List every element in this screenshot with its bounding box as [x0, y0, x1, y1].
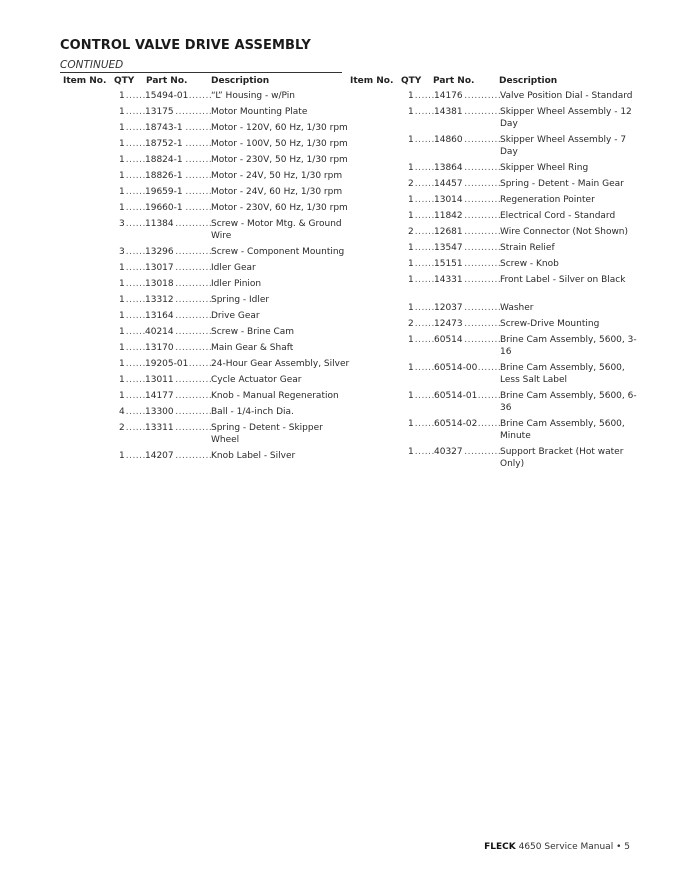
- table-row: [61, 262, 351, 274]
- page-footer: [484, 842, 630, 852]
- description: Ball - 1/4-inch Dia.: [211, 407, 294, 417]
- table-row: [61, 310, 351, 322]
- quantity-cell: [119, 106, 145, 118]
- part-number-cell: [145, 326, 211, 338]
- description: “L” Housing - w/Pin: [211, 91, 295, 101]
- quantity: 1: [119, 343, 125, 353]
- part-number-cell: [434, 274, 500, 286]
- part-number: 13547: [434, 243, 463, 253]
- part-number: 13014: [434, 195, 463, 205]
- quantity-cell: [119, 202, 145, 214]
- part-number: 14176: [434, 91, 463, 101]
- table-row: [350, 302, 640, 314]
- part-number: 18824-1: [145, 155, 183, 165]
- description: Valve Position Dial - Standard: [500, 91, 633, 101]
- table-row: [350, 318, 640, 330]
- quantity: 1: [408, 91, 414, 101]
- table-body-left: [61, 90, 351, 462]
- description: Front Label - Silver on Black: [500, 275, 626, 285]
- quantity: 1: [408, 163, 414, 173]
- description: Knob - Manual Regeneration: [211, 391, 339, 401]
- quantity: 3: [119, 219, 125, 229]
- header-item-no: Item No.: [350, 76, 394, 86]
- table-row: [350, 362, 640, 386]
- table-row: [61, 278, 351, 290]
- quantity: 1: [408, 211, 414, 221]
- description: Knob Label - Silver: [211, 451, 296, 461]
- quantity-cell: [408, 242, 434, 254]
- part-number-cell: [145, 262, 211, 274]
- description: Screw-Drive Mounting: [500, 319, 600, 329]
- description: Strain Relief: [500, 243, 555, 253]
- part-number-cell: [145, 406, 211, 418]
- part-number: 13300: [145, 407, 174, 417]
- table-row: [350, 390, 640, 414]
- part-number-cell: [145, 278, 211, 290]
- part-number-cell: [145, 138, 211, 150]
- header-description: Description: [211, 76, 270, 86]
- quantity-cell: [119, 390, 145, 402]
- quantity-cell: [408, 162, 434, 174]
- part-number: 11384: [145, 219, 174, 229]
- quantity-cell: [408, 106, 434, 118]
- table-row: [61, 218, 351, 242]
- table-row: [61, 202, 351, 214]
- header-part-no: Part No.: [433, 76, 475, 86]
- quantity-cell: [408, 390, 434, 402]
- quantity: 1: [119, 171, 125, 181]
- quantity-cell: [408, 178, 434, 190]
- quantity: 2: [408, 227, 414, 237]
- page-title: CONTROL VALVE DRIVE ASSEMBLY: [60, 38, 311, 53]
- part-number-cell: [434, 194, 500, 206]
- description: Skipper Wheel Assembly - 7 Day: [500, 135, 627, 157]
- description: Main Gear & Shaft: [211, 343, 294, 353]
- description: Screw - Motor Mtg. & Ground Wire: [211, 219, 342, 241]
- table-row: [61, 342, 351, 354]
- part-number-cell: [145, 122, 211, 134]
- quantity-cell: [119, 422, 145, 434]
- part-number: 13175: [145, 107, 174, 117]
- part-number: 40214: [145, 327, 174, 337]
- part-number: 12037: [434, 303, 463, 313]
- part-number-cell: [145, 294, 211, 306]
- description: Electrical Cord - Standard: [500, 211, 616, 221]
- header-part-no: Part No.: [146, 76, 188, 86]
- quantity-cell: [119, 262, 145, 274]
- quantity-cell: [119, 246, 145, 258]
- description: Drive Gear: [211, 311, 260, 321]
- part-number-cell: [145, 342, 211, 354]
- part-number: 60514-02: [434, 419, 478, 429]
- footer-brand: FLECK: [484, 842, 516, 852]
- description: Motor - 230V, 50 Hz, 1/30 rpm: [211, 155, 348, 165]
- table-row: [61, 186, 351, 198]
- quantity-cell: [408, 446, 434, 458]
- part-number: 18826-1: [145, 171, 183, 181]
- part-number-cell: [145, 422, 211, 434]
- quantity: 2: [119, 423, 125, 433]
- title-divider: [60, 72, 342, 73]
- part-number-cell: [434, 362, 500, 374]
- table-row: [350, 274, 640, 286]
- description: Brine Cam Assembly, 5600, Less Salt Label: [500, 363, 625, 385]
- quantity: 1: [119, 327, 125, 337]
- quantity: 1: [408, 303, 414, 313]
- table-row: [350, 106, 640, 130]
- part-number: 19660-1: [145, 203, 183, 213]
- table-body-right: [350, 90, 640, 470]
- quantity: 4: [119, 407, 125, 417]
- description: Spring - Idler: [211, 295, 270, 305]
- table-row: [61, 154, 351, 166]
- table-row: [350, 334, 640, 358]
- header-qty: QTY: [401, 76, 422, 86]
- part-number: 15151: [434, 259, 463, 269]
- part-number: 13011: [145, 375, 174, 385]
- part-number: 13164: [145, 311, 174, 321]
- quantity: 1: [408, 107, 414, 117]
- parts-table-right: [350, 76, 640, 470]
- quantity: 1: [408, 135, 414, 145]
- part-number-cell: [145, 390, 211, 402]
- quantity-cell: [119, 374, 145, 386]
- part-number-cell: [434, 210, 500, 222]
- part-number: 13312: [145, 295, 174, 305]
- quantity-cell: [119, 310, 145, 322]
- footer-bullet: •: [616, 842, 622, 852]
- part-number: 14207: [145, 451, 174, 461]
- part-number: 13296: [145, 247, 174, 257]
- quantity-cell: [408, 302, 434, 314]
- table-row: [350, 90, 640, 102]
- part-number: 18743-1: [145, 123, 183, 133]
- part-number-cell: [145, 186, 211, 198]
- part-number-cell: [145, 310, 211, 322]
- table-row: [61, 122, 351, 134]
- part-number-cell: [434, 446, 500, 458]
- quantity: 1: [119, 139, 125, 149]
- table-header: [61, 76, 351, 90]
- description: Motor - 100V, 50 Hz, 1/30 rpm: [211, 139, 348, 149]
- part-number: 18752-1: [145, 139, 183, 149]
- footer-manual-title: 4650 Service Manual: [518, 842, 614, 852]
- part-number-cell: [145, 450, 211, 462]
- part-number-cell: [145, 106, 211, 118]
- table-row: [61, 106, 351, 118]
- part-number: 14177: [145, 391, 174, 401]
- part-number: 14457: [434, 179, 463, 189]
- part-number: 13018: [145, 279, 174, 289]
- table-row: [61, 422, 351, 446]
- table-row: [61, 374, 351, 386]
- table-row: [61, 390, 351, 402]
- description: Idler Pinion: [211, 279, 262, 289]
- part-number: 60514: [434, 335, 463, 345]
- quantity-cell: [408, 334, 434, 346]
- quantity-cell: [408, 90, 434, 102]
- quantity-cell: [119, 170, 145, 182]
- quantity: 1: [119, 359, 125, 369]
- quantity-cell: [408, 362, 434, 374]
- quantity: 1: [408, 391, 414, 401]
- part-number: 11842: [434, 211, 463, 221]
- parts-table-left: [61, 76, 351, 462]
- part-number-cell: [434, 242, 500, 254]
- table-row: [61, 358, 351, 370]
- part-number-cell: [145, 358, 211, 370]
- quantity: 1: [119, 187, 125, 197]
- part-number: 19205-01: [145, 359, 189, 369]
- part-number-cell: [434, 178, 500, 190]
- part-number-cell: [434, 106, 500, 118]
- description: Washer: [500, 303, 534, 313]
- table-row: [350, 178, 640, 190]
- description: Wire Connector (Not Shown): [500, 227, 629, 237]
- table-row: [61, 450, 351, 462]
- part-number: 13017: [145, 263, 174, 273]
- description: Screw - Brine Cam: [211, 327, 295, 337]
- table-row: [61, 170, 351, 182]
- part-number: 15494-01: [145, 91, 189, 101]
- part-number: 14331: [434, 275, 463, 285]
- quantity-cell: [119, 406, 145, 418]
- description: Brine Cam Assembly, 5600, 6-36: [500, 391, 637, 413]
- table-row: [61, 406, 351, 418]
- quantity: 1: [408, 243, 414, 253]
- part-number: 14381: [434, 107, 463, 117]
- part-number-cell: [434, 302, 500, 314]
- quantity: 1: [408, 259, 414, 269]
- quantity: 1: [119, 295, 125, 305]
- quantity-cell: [119, 218, 145, 230]
- quantity: 1: [119, 123, 125, 133]
- quantity-cell: [408, 418, 434, 430]
- header-item-no: Item No.: [63, 76, 107, 86]
- part-number-cell: [145, 170, 211, 182]
- part-number-cell: [434, 258, 500, 270]
- table-row: [61, 90, 351, 102]
- quantity-cell: [408, 258, 434, 270]
- quantity-cell: [408, 210, 434, 222]
- part-number: 19659-1: [145, 187, 183, 197]
- quantity: 1: [119, 311, 125, 321]
- quantity-cell: [119, 450, 145, 462]
- part-number: 40327: [434, 447, 463, 457]
- part-number-cell: [434, 162, 500, 174]
- quantity-cell: [408, 134, 434, 146]
- description: Spring - Detent - Main Gear: [500, 179, 624, 189]
- quantity-cell: [408, 226, 434, 238]
- part-number-cell: [145, 218, 211, 230]
- quantity-cell: [119, 154, 145, 166]
- quantity: 3: [119, 247, 125, 257]
- table-row: [350, 162, 640, 174]
- quantity: 1: [119, 375, 125, 385]
- description: Screw - Component Mounting: [211, 247, 345, 257]
- table-row: [350, 194, 640, 206]
- quantity-cell: [408, 274, 434, 286]
- description: Motor - 24V, 60 Hz, 1/30 rpm: [211, 187, 343, 197]
- table-row: [61, 246, 351, 258]
- table-row: [61, 294, 351, 306]
- quantity: 1: [119, 155, 125, 165]
- part-number-cell: [434, 418, 500, 430]
- description: Skipper Wheel Assembly - 12 Day: [500, 107, 632, 129]
- table-row: [350, 226, 640, 238]
- quantity: 1: [408, 275, 414, 285]
- table-row: [61, 138, 351, 150]
- description: Screw - Knob: [500, 259, 559, 269]
- part-number-cell: [434, 134, 500, 146]
- quantity: 1: [408, 335, 414, 345]
- part-number-cell: [434, 390, 500, 402]
- part-number: 13311: [145, 423, 174, 433]
- description: Regeneration Pointer: [500, 195, 595, 205]
- quantity-cell: [408, 318, 434, 330]
- footer-page-number: 5: [624, 842, 630, 852]
- quantity: 1: [119, 203, 125, 213]
- part-number-cell: [145, 202, 211, 214]
- header-qty: QTY: [114, 76, 135, 86]
- part-number-cell: [434, 334, 500, 346]
- quantity-cell: [119, 358, 145, 370]
- quantity-cell: [119, 90, 145, 102]
- quantity: 1: [119, 91, 125, 101]
- part-number-cell: [145, 374, 211, 386]
- description: Motor - 230V, 60 Hz, 1/30 rpm: [211, 203, 348, 213]
- part-number: 60514-00: [434, 363, 478, 373]
- quantity: 1: [408, 195, 414, 205]
- part-number: 60514-01: [434, 391, 478, 401]
- table-header: [350, 76, 640, 90]
- quantity-cell: [119, 326, 145, 338]
- table-row: [350, 134, 640, 158]
- part-number-cell: [434, 90, 500, 102]
- page-subtitle: CONTINUED: [60, 59, 124, 71]
- part-number: 12473: [434, 319, 463, 329]
- part-number-cell: [434, 226, 500, 238]
- part-number: 14860: [434, 135, 463, 145]
- quantity: 1: [408, 363, 414, 373]
- quantity: 2: [408, 179, 414, 189]
- description: Brine Cam Assembly, 5600, 3-16: [500, 335, 637, 357]
- part-number: 12681: [434, 227, 463, 237]
- quantity-cell: [119, 294, 145, 306]
- quantity: 1: [408, 419, 414, 429]
- description: Support Bracket (Hot water Only): [500, 447, 624, 469]
- quantity-cell: [119, 342, 145, 354]
- description: Motor - 24V, 50 Hz, 1/30 rpm: [211, 171, 343, 181]
- quantity: 1: [119, 391, 125, 401]
- header-description: Description: [499, 76, 558, 86]
- quantity: 1: [119, 279, 125, 289]
- part-number-cell: [145, 246, 211, 258]
- quantity: 1: [119, 107, 125, 117]
- table-row: [350, 446, 640, 470]
- part-number: 13170: [145, 343, 174, 353]
- part-number-cell: [434, 318, 500, 330]
- part-number-cell: [145, 90, 211, 102]
- quantity-cell: [119, 138, 145, 150]
- table-row: [350, 210, 640, 222]
- description: Brine Cam Assembly, 5600, Minute: [500, 419, 625, 441]
- table-row: [350, 418, 640, 442]
- quantity-cell: [408, 194, 434, 206]
- quantity: 1: [119, 451, 125, 461]
- description: Skipper Wheel Ring: [500, 163, 589, 173]
- quantity-cell: [119, 122, 145, 134]
- quantity-cell: [119, 278, 145, 290]
- part-number-cell: [145, 154, 211, 166]
- quantity: 2: [408, 319, 414, 329]
- description: 24-Hour Gear Assembly, Silver: [211, 359, 350, 369]
- quantity: 1: [119, 263, 125, 273]
- description: Cycle Actuator Gear: [211, 375, 302, 385]
- quantity: 1: [408, 447, 414, 457]
- quantity-cell: [119, 186, 145, 198]
- description: Motor - 120V, 60 Hz, 1/30 rpm: [211, 123, 348, 133]
- table-row: [61, 326, 351, 338]
- table-row: [350, 242, 640, 254]
- description: Idler Gear: [211, 263, 256, 273]
- part-number: 13864: [434, 163, 463, 173]
- table-row: [350, 258, 640, 270]
- description: Spring - Detent - Skipper Wheel: [211, 423, 323, 445]
- description: Motor Mounting Plate: [211, 107, 308, 117]
